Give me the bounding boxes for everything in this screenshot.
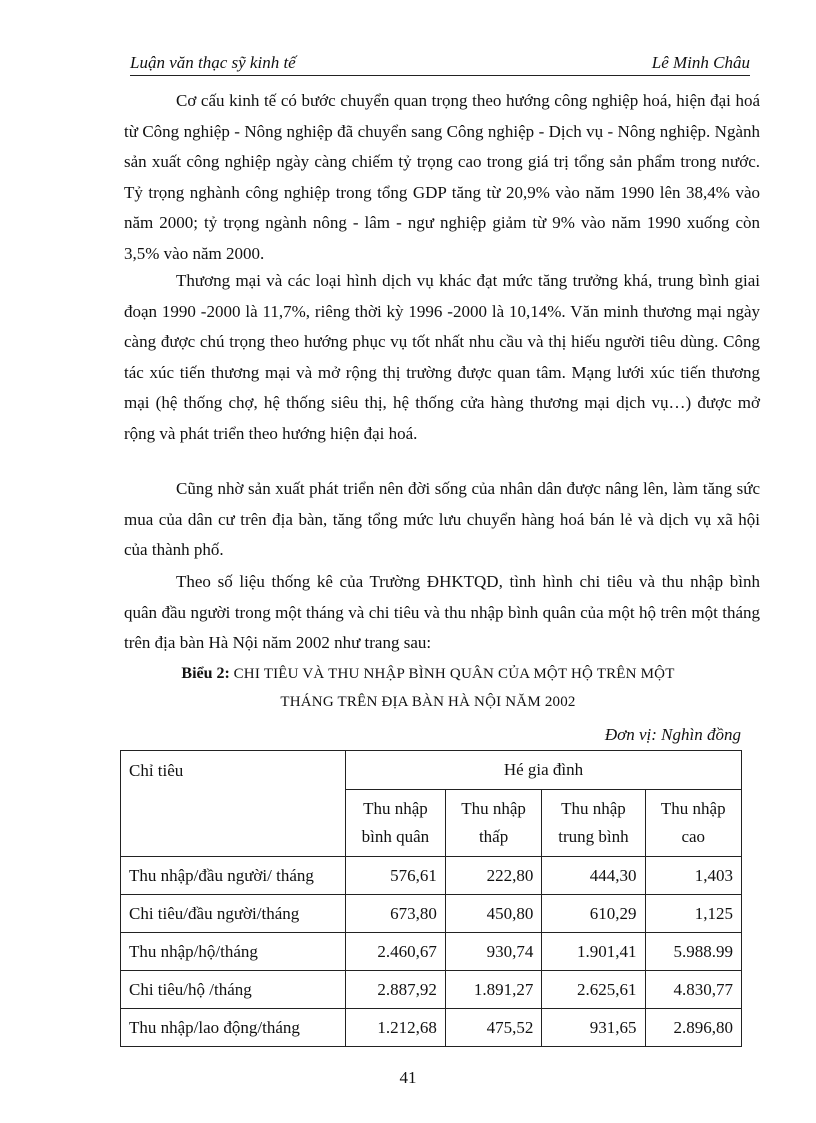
row-label: Thu nhập/đầu người/ tháng xyxy=(121,857,346,895)
cell-value: 450,80 xyxy=(445,895,541,933)
cell-value: 1.212,68 xyxy=(346,1009,446,1047)
cell-value: 2.896,80 xyxy=(645,1009,742,1047)
page-number: 41 xyxy=(399,1068,417,1087)
cell-value: 5.988.99 xyxy=(645,933,742,971)
cell-value: 222,80 xyxy=(445,857,541,895)
table-row xyxy=(121,857,742,895)
cell-value: 576,61 xyxy=(346,857,446,895)
cell-value: 1,125 xyxy=(645,895,742,933)
paragraph-economic-structure: Cơ cấu kinh tế có bước chuyển quan trọng theo hướng công nghiệp hoá, hiện đại hoá từ Công nghiệp - Nông nghiệp đã chuyển sang Công nghiệp - Dịch vụ - Nông nghiệp. Ngành sản xuất công nghiệp ngày càng chiếm tỷ trọng cao trong giá trị tổng sản phẩm trong nước. Tỷ trọng nghành công nghiệp trong tổng GDP tăng từ 20,9% vào năm 1990 lên 38,4% vào năm 2000; tỷ trọng ngành nông - lâm - ngư nghiệp giảm từ 9% vào năm 1990 xuống còn 3,5% vào năm 2000. xyxy=(124,91,760,263)
caption-line-1: CHI TIÊU VÀ THU NHẬP BÌNH QUÂN CỦA MỘT HỘ TRÊN MỘT xyxy=(233,666,675,682)
column-header-average: Thu nhập bình quân xyxy=(346,790,446,857)
header-thesis-title: Luận văn thạc sỹ kinh tế xyxy=(130,53,296,72)
header-author: Lê Minh Châu xyxy=(651,53,750,72)
table-caption xyxy=(0,660,816,716)
caption-line-2: THÁNG TRÊN ĐỊA BÀN HÀ NỘI NĂM 2002 xyxy=(280,694,576,710)
cell-value: 444,30 xyxy=(542,857,645,895)
row-label: Thu nhập/lao động/tháng xyxy=(121,1009,346,1047)
row-label: Chi tiêu/đầu người/tháng xyxy=(121,895,346,933)
cell-value: 4.830,77 xyxy=(645,971,742,1009)
paragraph-living-standards: Cũng nhờ sản xuất phát triển nên đời sống của nhân dân được nâng lên, làm tăng sức mua của dân cư trên địa bàn, tăng tổng mức lưu chuyển hàng hoá bán lẻ và dịch vụ xã hội của thành phố. xyxy=(124,479,760,559)
cell-value: 1,403 xyxy=(645,857,742,895)
running-header xyxy=(130,51,750,76)
column-header-low: Thu nhập thấp xyxy=(445,790,541,857)
cell-value: 1.901,41 xyxy=(542,933,645,971)
row-label: Thu nhập/hộ/tháng xyxy=(121,933,346,971)
table-row xyxy=(121,895,742,933)
column-header-medium: Thu nhập trung bình xyxy=(542,790,645,857)
row-label: Chi tiêu/hộ /tháng xyxy=(121,971,346,1009)
column-header-high: Thu nhập cao xyxy=(645,790,742,857)
cell-value: 2.887,92 xyxy=(346,971,446,1009)
table-row xyxy=(121,971,742,1009)
income-expenditure-table xyxy=(120,750,742,1047)
cell-value: 2.625,61 xyxy=(542,971,645,1009)
unit-note: Đơn vị: Nghìn đồng xyxy=(604,725,741,744)
caption-label: Biểu 2: xyxy=(181,665,230,682)
table-group-header: Hé gia đình xyxy=(346,751,742,790)
cell-value: 930,74 xyxy=(445,933,541,971)
table-row xyxy=(121,1009,742,1047)
paragraph-statistics-intro: Theo số liệu thống kê của Trường ĐHKTQD, tình hình chi tiêu và thu nhập bình quân đầu người trong một tháng và chi tiêu và thu nhập bình quân của một hộ trên một tháng trên địa bàn Hà Nội năm 2002 như trang sau: xyxy=(124,572,760,652)
cell-value: 475,52 xyxy=(445,1009,541,1047)
paragraph-trade-services: Thương mại và các loại hình dịch vụ khác đạt mức tăng trưởng khá, trung bình giai đoạn 1990 -2000 là 11,7%, riêng thời kỳ 1996 -2000 là 10,14%. Văn minh thương mại ngày càng được chú trọng theo hướng phục vụ tốt nhất nhu cầu và thị hiếu người tiêu dùng. Công tác xúc tiến thương mại và mở rộng thị trường được quan tâm. Mạng lưới xúc tiến thương mại (hệ thống chợ, hệ thống siêu thị, hệ thống cửa hàng thương mại dịch vụ…) được mở rộng và phát triển theo hướng hiện đại hoá. xyxy=(124,271,760,443)
cell-value: 1.891,27 xyxy=(445,971,541,1009)
table-corner-header: Chỉ tiêu xyxy=(121,751,346,857)
cell-value: 2.460,67 xyxy=(346,933,446,971)
cell-value: 931,65 xyxy=(542,1009,645,1047)
table-row xyxy=(121,933,742,971)
cell-value: 610,29 xyxy=(542,895,645,933)
cell-value: 673,80 xyxy=(346,895,446,933)
